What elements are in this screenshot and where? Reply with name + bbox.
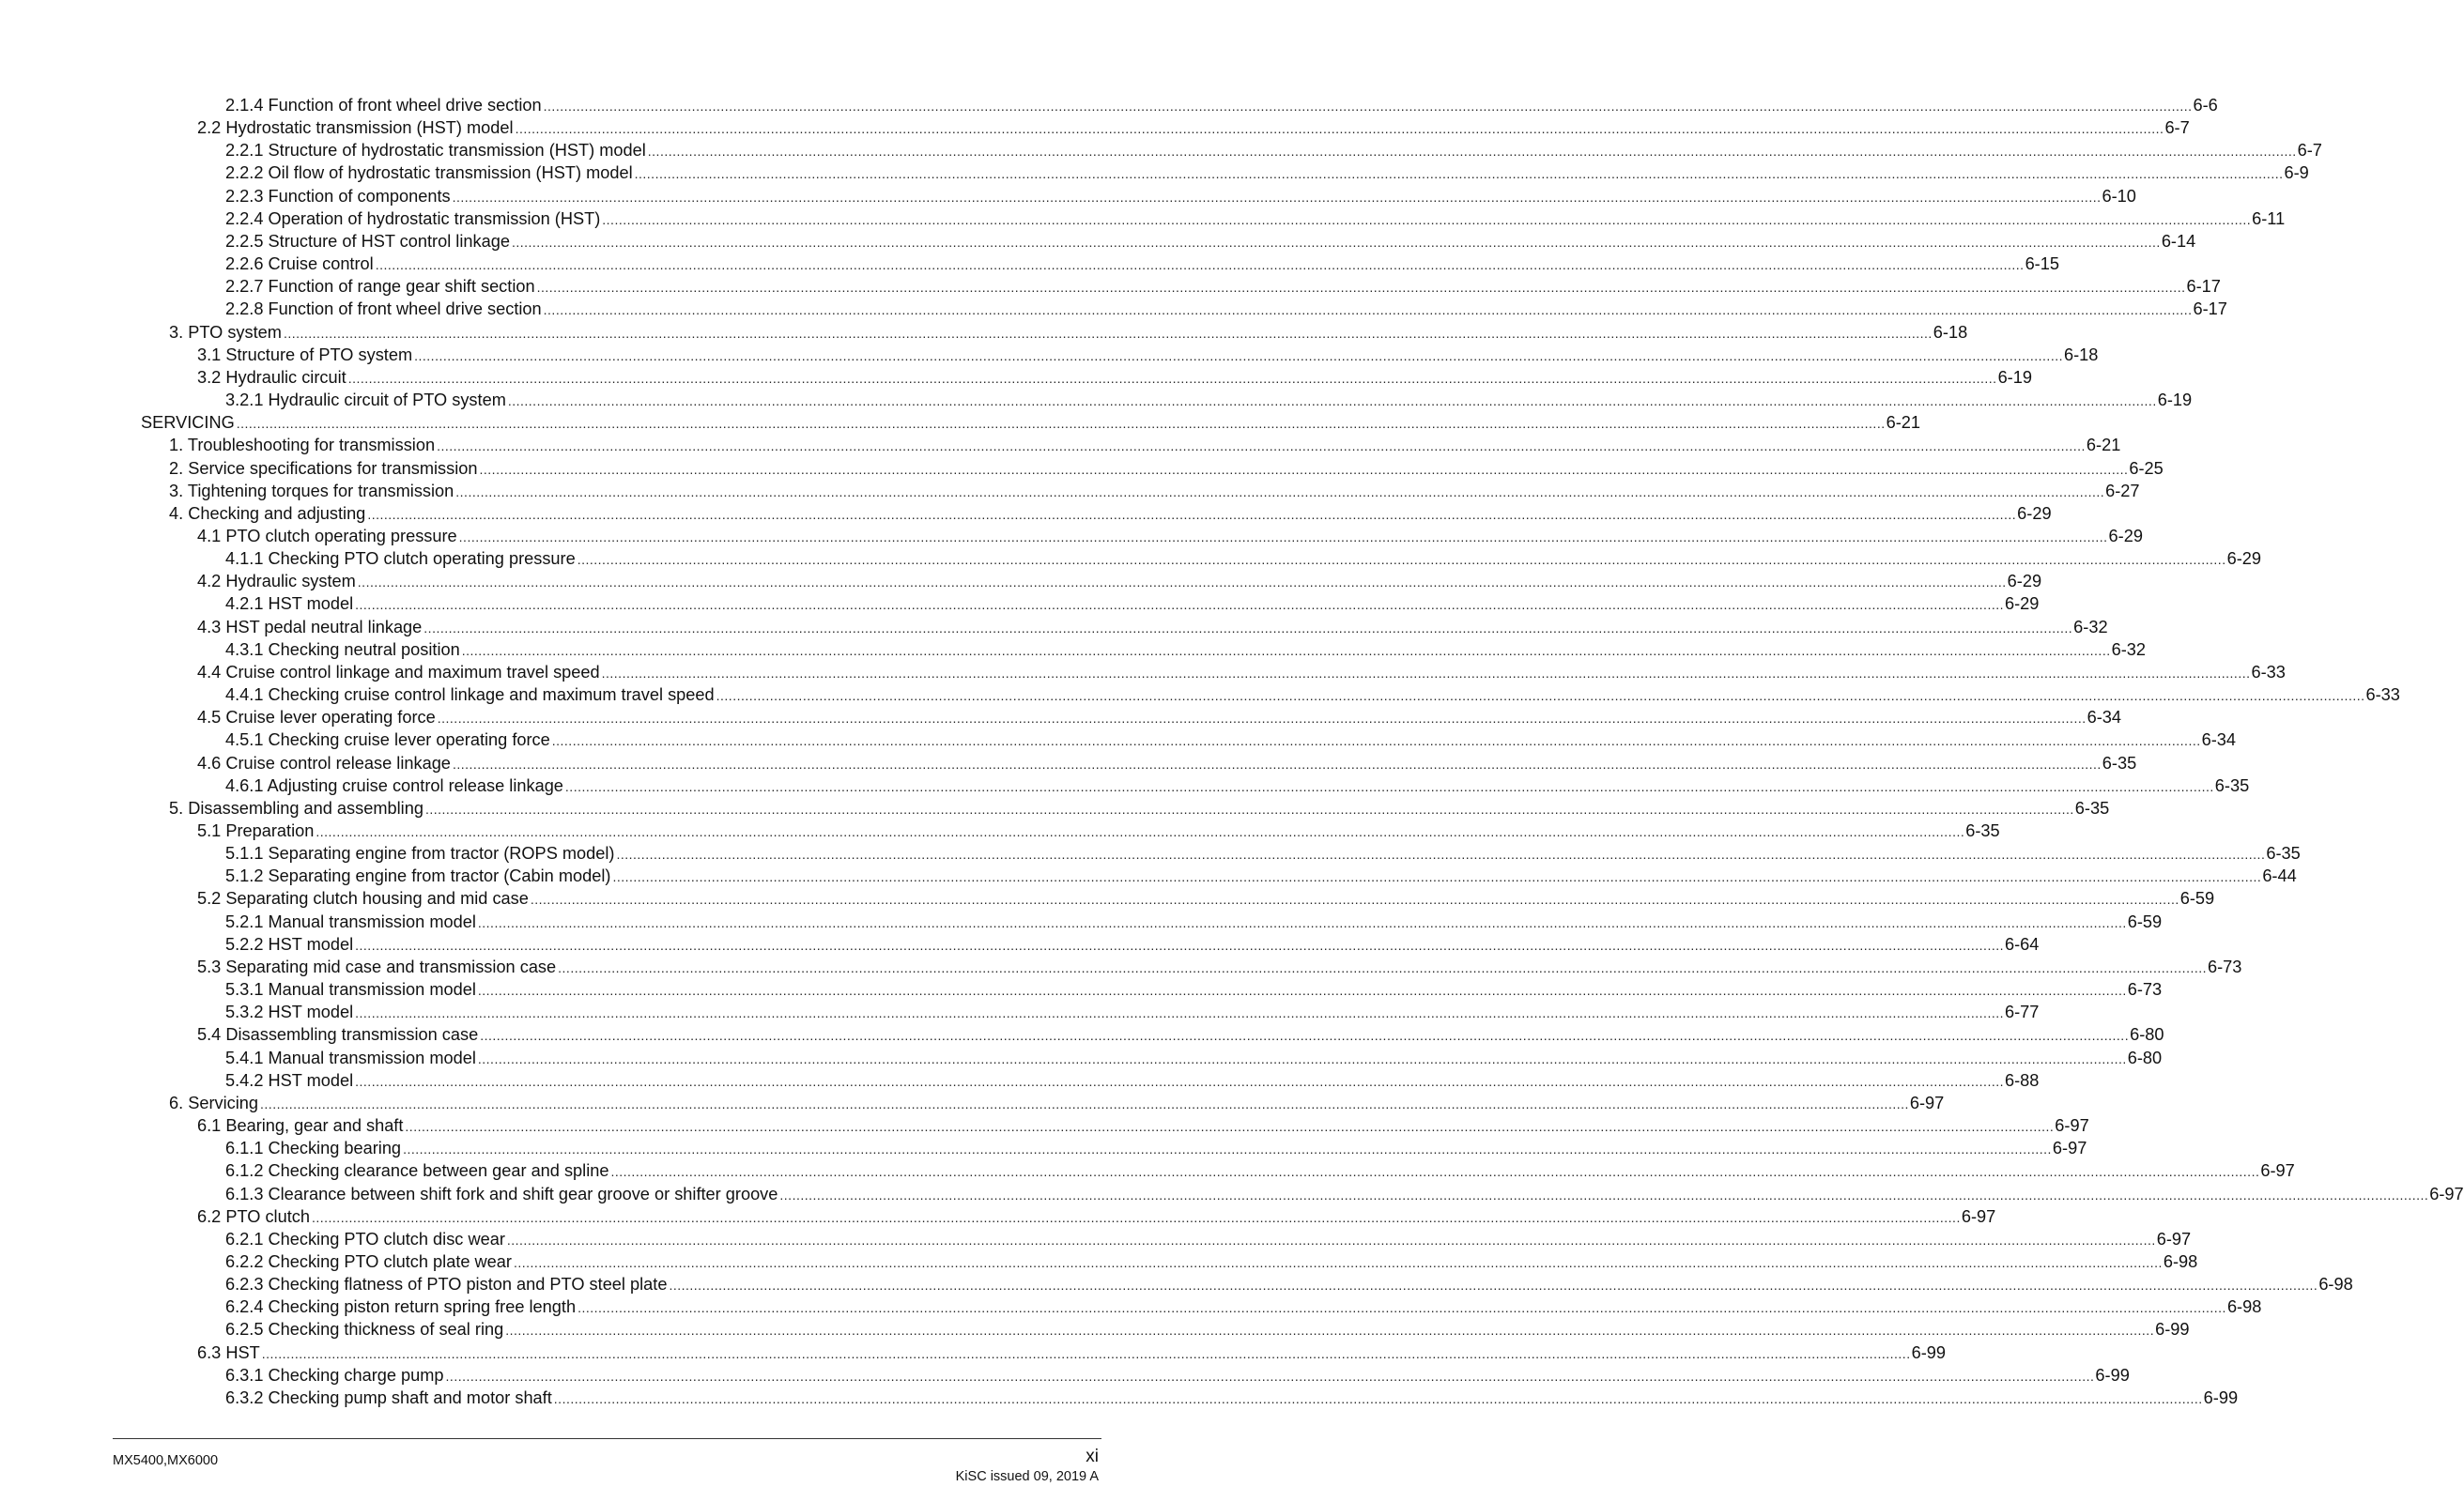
toc-entry-title: 4.4.1 Checking cruise control linkage and maximum travel speed (225, 685, 715, 705)
toc-leader-dots: ................................................................................................................................................................................................................................................................................................................................................................................................................ (347, 370, 1997, 386)
toc-entry-page: 6-35 (2074, 798, 2110, 818)
toc-entry[interactable] (0, 1364, 2130, 1387)
toc-entry-page: 6-64 (2005, 934, 2040, 954)
toc-entry[interactable] (0, 366, 2032, 389)
toc-entry-title: 3. Tightening torques for transmission (169, 481, 454, 500)
toc-entry[interactable] (0, 1114, 2089, 1137)
toc-leader-dots: ................................................................................................................................................................................................................................................................................................................................................................................................................ (601, 665, 2251, 681)
toc-entry-page: 6-29 (2007, 572, 2042, 591)
toc-entry-title: 5.3 Separating mid case and transmission case (197, 957, 557, 976)
toc-entry-page: 6-99 (2095, 1365, 2130, 1385)
toc-entry-title: 4. Checking and adjusting (169, 503, 366, 523)
toc-leader-dots: ................................................................................................................................................................................................................................................................................................................................................................................................................ (355, 937, 2004, 953)
toc-entry[interactable] (0, 752, 2137, 774)
toc-leader-dots: ................................................................................................................................................................................................................................................................................................................................................................................................................ (536, 280, 2186, 296)
table-of-contents (0, 94, 2464, 1409)
footer-models: MX5400,MX6000 (113, 1453, 219, 1468)
toc-entry[interactable] (0, 1092, 1945, 1114)
toc-entry[interactable] (0, 797, 2110, 820)
toc-entry-title: 5.3.1 Manual transmission model (225, 980, 476, 1000)
toc-entry[interactable] (0, 1137, 2087, 1159)
toc-entry[interactable] (0, 1228, 2192, 1250)
toc-entry-title: 6.2 PTO clutch (197, 1206, 310, 1226)
toc-entry-page: 6-59 (2127, 912, 2163, 931)
toc-entry-title: 4.2 Hydraulic system (197, 572, 356, 591)
toc-entry[interactable] (0, 480, 2140, 502)
toc-entry-title: 3.1 Structure of PTO system (197, 345, 413, 364)
toc-leader-dots: ................................................................................................................................................................................................................................................................................................................................................................................................................ (316, 824, 1965, 839)
toc-leader-dots: ................................................................................................................................................................................................................................................................................................................................................................................................................ (716, 688, 2365, 704)
toc-entry[interactable] (0, 230, 2196, 253)
toc-entry-title: 5. Disassembling and assembling (169, 798, 424, 818)
toc-leader-dots: ................................................................................................................................................................................................................................................................................................................................................................................................................ (355, 597, 2004, 613)
toc-entry[interactable] (0, 887, 2215, 910)
toc-entry-page: 6-11 (2252, 208, 2286, 228)
toc-entry[interactable] (0, 116, 2190, 139)
toc-entry-title: 4.1.1 Checking PTO clutch operating pressure (225, 549, 576, 569)
toc-leader-dots: ................................................................................................................................................................................................................................................................................................................................................................................................................ (564, 778, 2214, 794)
toc-entry-page: 6-29 (2005, 594, 2040, 614)
toc-entry-title: 4.5 Cruise lever operating force (197, 708, 436, 728)
toc-entry-page: 6-77 (2005, 1003, 2040, 1022)
toc-entry-page: 6-27 (2105, 481, 2140, 500)
toc-entry-page: 6-73 (2127, 980, 2163, 1000)
toc-entry-page: 6-97 (2055, 1116, 2089, 1136)
toc-leader-dots: ................................................................................................................................................................................................................................................................................................................................................................................................................ (551, 733, 2201, 749)
toc-entry-page: 6-34 (2201, 730, 2237, 750)
toc-leader-dots: ................................................................................................................................................................................................................................................................................................................................................................................................................ (511, 234, 2161, 250)
toc-leader-dots: ................................................................................................................................................................................................................................................................................................................................................................................................................ (311, 1209, 1961, 1225)
toc-entry-title: 6.2.4 Checking piston return spring free length (225, 1297, 577, 1317)
toc-entry[interactable] (0, 185, 2136, 207)
toc-entry-title: 5.2.1 Manual transmission model (225, 912, 476, 931)
toc-entry-title: 2.2 Hydrostatic transmission (HST) model (197, 118, 514, 138)
toc-entry-title: 3.2.1 Hydraulic circuit of PTO system (225, 391, 506, 410)
toc-entry[interactable] (0, 411, 1920, 434)
toc-entry-title: 1. Troubleshooting for transmission (169, 436, 436, 455)
toc-entry[interactable] (0, 207, 2286, 230)
toc-entry[interactable] (0, 139, 2322, 161)
toc-leader-dots: ................................................................................................................................................................................................................................................................................................................................................................................................................ (452, 189, 2102, 205)
toc-entry-page: 6-44 (2262, 866, 2297, 886)
toc-leader-dots: ................................................................................................................................................................................................................................................................................................................................................................................................................ (578, 1300, 2226, 1316)
toc-entry[interactable] (0, 1001, 2040, 1023)
footer-page-number: xi (1086, 1447, 1099, 1466)
toc-leader-dots: ................................................................................................................................................................................................................................................................................................................................................................................................................ (515, 121, 2164, 137)
toc-entry-page: 6-7 (2164, 118, 2190, 138)
toc-entry-page: 6-35 (1965, 821, 2000, 840)
toc-entry-page: 6-15 (2025, 254, 2059, 274)
toc-entry-page: 6-21 (1886, 413, 1920, 433)
toc-leader-dots: ................................................................................................................................................................................................................................................................................................................................................................................................................ (506, 1232, 2156, 1248)
toc-entry[interactable] (0, 592, 2040, 615)
toc-entry[interactable] (0, 298, 2227, 320)
toc-leader-dots: ................................................................................................................................................................................................................................................................................................................................................................................................................ (507, 393, 2157, 409)
toc-entry[interactable] (0, 502, 2052, 525)
toc-entry[interactable] (0, 956, 2242, 978)
toc-leader-dots: ................................................................................................................................................................................................................................................................................................................................................................................................................ (513, 1254, 2163, 1270)
toc-entry-title: 2.2.5 Structure of HST control linkage (225, 231, 510, 251)
toc-leader-dots: ................................................................................................................................................................................................................................................................................................................................................................................................................ (260, 1096, 1909, 1111)
toc-entry-page: 6-35 (2102, 753, 2137, 773)
toc-entry-title: SERVICING (141, 413, 235, 433)
toc-entry[interactable] (0, 570, 2042, 592)
toc-entry-page: 6-29 (2226, 549, 2261, 569)
toc-entry-page: 6-98 (2226, 1297, 2262, 1317)
toc-entry[interactable] (0, 321, 1968, 344)
toc-leader-dots: ................................................................................................................................................................................................................................................................................................................................................................................................................ (437, 711, 2087, 727)
toc-entry-title: 4.5.1 Checking cruise lever operating force (225, 730, 550, 750)
toc-leader-dots: ................................................................................................................................................................................................................................................................................................................................................................................................................ (543, 99, 2193, 114)
toc-entry-title: 5.4.2 HST model (225, 1070, 354, 1090)
toc-entry[interactable] (0, 344, 2099, 366)
toc-entry[interactable] (0, 774, 2250, 797)
toc-entry[interactable] (0, 911, 2163, 933)
toc-entry[interactable] (0, 978, 2163, 1001)
toc-leader-dots: ................................................................................................................................................................................................................................................................................................................................................................................................................ (610, 1164, 2260, 1180)
toc-leader-dots: ................................................................................................................................................................................................................................................................................................................................................................................................................ (779, 1187, 2429, 1203)
toc-entry[interactable] (0, 457, 2164, 480)
toc-entry-title: 6.1.3 Clearance between shift fork and shift gear groove or shifter groove (225, 1184, 778, 1203)
toc-entry[interactable] (0, 1341, 1946, 1364)
toc-entry-title: 2.2.2 Oil flow of hydrostatic transmission (HST) model (225, 163, 633, 183)
toc-entry-title: 2.2.3 Function of components (225, 186, 451, 206)
toc-entry-title: 5.4 Disassembling transmission case (197, 1025, 479, 1045)
footer-divider (113, 1438, 1101, 1439)
toc-entry-page: 6-32 (2111, 639, 2146, 659)
toc-entry-title: 6.2.5 Checking thickness of seal ring (225, 1320, 504, 1340)
toc-entry-page: 6-7 (2297, 141, 2322, 161)
toc-entry[interactable] (0, 638, 2146, 661)
toc-entry-title: 6.1 Bearing, gear and shaft (197, 1116, 404, 1136)
toc-entry-title: 6.2.1 Checking PTO clutch disc wear (225, 1229, 505, 1249)
toc-entry[interactable] (0, 842, 2301, 865)
toc-leader-dots: ................................................................................................................................................................................................................................................................................................................................................................................................................ (424, 620, 2073, 636)
toc-entry-page: 6-10 (2102, 186, 2136, 206)
toc-entry-page: 6-21 (2086, 436, 2121, 455)
toc-leader-dots: ................................................................................................................................................................................................................................................................................................................................................................................................................ (405, 1119, 2055, 1135)
toc-entry[interactable] (0, 547, 2261, 570)
toc-entry[interactable] (0, 1295, 2262, 1318)
toc-entry-page: 6-9 (2284, 163, 2309, 183)
toc-leader-dots: ................................................................................................................................................................................................................................................................................................................................................................................................................ (634, 166, 2284, 182)
toc-entry[interactable] (0, 253, 2059, 275)
toc-entry-page: 6-73 (2208, 957, 2242, 976)
toc-entry-page: 6-17 (2193, 299, 2227, 319)
toc-entry-page: 6-99 (1911, 1342, 1946, 1362)
toc-entry[interactable] (0, 933, 2040, 956)
toc-entry-page: 6-6 (2193, 96, 2218, 115)
toc-leader-dots: ................................................................................................................................................................................................................................................................................................................................................................................................................ (437, 438, 2086, 454)
toc-entry-title: 3.2 Hydraulic circuit (197, 367, 346, 387)
toc-entry[interactable] (0, 94, 2218, 116)
toc-entry-title: 2.2.7 Function of range gear shift section (225, 277, 535, 297)
toc-entry[interactable] (0, 728, 2237, 751)
toc-entry-title: 2.2.6 Cruise control (225, 254, 374, 274)
toc-entry[interactable] (0, 820, 2000, 842)
toc-leader-dots: ................................................................................................................................................................................................................................................................................................................................................................................................................ (558, 959, 2208, 975)
toc-entry-page: 6-99 (2155, 1320, 2190, 1340)
toc-entry[interactable] (0, 661, 2286, 683)
toc-entry[interactable] (0, 865, 2297, 887)
toc-entry-page: 6-35 (2266, 844, 2301, 864)
toc-leader-dots: ................................................................................................................................................................................................................................................................................................................................................................................................................ (543, 302, 2193, 318)
toc-entry[interactable] (0, 706, 2122, 728)
toc-entry[interactable] (0, 434, 2121, 456)
toc-entry[interactable] (0, 1273, 2353, 1295)
toc-leader-dots: ................................................................................................................................................................................................................................................................................................................................................................................................................ (357, 575, 2007, 590)
toc-leader-dots: ................................................................................................................................................................................................................................................................................................................................................................................................................ (403, 1142, 2052, 1157)
toc-leader-dots: ................................................................................................................................................................................................................................................................................................................................................................................................................ (669, 1278, 2318, 1294)
toc-leader-dots: ................................................................................................................................................................................................................................................................................................................................................................................................................ (461, 642, 2111, 658)
toc-entry-title: 6.3.2 Checking pump shaft and motor shaft (225, 1387, 552, 1407)
toc-entry-title: 6.1.1 Checking bearing (225, 1139, 402, 1158)
toc-entry-title: 2. Service specifications for transmission (169, 458, 478, 478)
toc-leader-dots: ................................................................................................................................................................................................................................................................................................................................................................................................................ (452, 756, 2102, 772)
toc-leader-dots: ................................................................................................................................................................................................................................................................................................................................................................................................................ (480, 1028, 2130, 1044)
toc-leader-dots: ................................................................................................................................................................................................................................................................................................................................................................................................................ (577, 552, 2226, 568)
toc-entry-title: 4.3.1 Checking neutral position (225, 639, 460, 659)
toc-entry[interactable] (0, 1023, 2164, 1046)
toc-entry-page: 6-18 (2063, 345, 2099, 364)
toc-leader-dots: ................................................................................................................................................................................................................................................................................................................................................................................................................ (375, 257, 2025, 273)
toc-leader-dots: ................................................................................................................................................................................................................................................................................................................................................................................................................ (355, 1073, 2004, 1089)
toc-leader-dots: ................................................................................................................................................................................................................................................................................................................................................................................................................ (647, 144, 2297, 160)
toc-entry-title: 2.1.4 Function of front wheel drive section (225, 96, 542, 115)
toc-entry-title: 2.2.8 Function of front wheel drive section (225, 299, 542, 319)
toc-entry-title: 2.2.1 Structure of hydrostatic transmission (HST) model (225, 141, 646, 161)
toc-entry[interactable] (0, 161, 2309, 184)
toc-entry[interactable] (0, 525, 2143, 547)
toc-entry-page: 6-97 (2052, 1139, 2087, 1158)
toc-entry-title: 6.1.2 Checking clearance between gear and spline (225, 1161, 609, 1181)
toc-entry-title: 5.4.1 Manual transmission model (225, 1048, 476, 1067)
toc-entry-page: 6-98 (2318, 1275, 2353, 1295)
toc-entry-title: 4.4 Cruise control linkage and maximum travel speed (197, 662, 600, 682)
toc-entry-page: 6-33 (2365, 685, 2400, 705)
toc-entry[interactable] (0, 1205, 1996, 1228)
toc-leader-dots: ................................................................................................................................................................................................................................................................................................................................................................................................................ (602, 211, 2252, 227)
toc-entry-title: 6.2.3 Checking flatness of PTO piston and PTO steel plate (225, 1275, 668, 1295)
toc-leader-dots: ................................................................................................................................................................................................................................................................................................................................................................................................................ (479, 461, 2129, 477)
toc-leader-dots: ................................................................................................................................................................................................................................................................................................................................................................................................................ (367, 506, 2017, 522)
toc-entry-page: 6-14 (2161, 231, 2196, 251)
toc-leader-dots: ................................................................................................................................................................................................................................................................................................................................................................................................................ (424, 801, 2074, 817)
toc-leader-dots: ................................................................................................................................................................................................................................................................................................................................................................................................................ (477, 914, 2127, 930)
toc-entry-page: 6-59 (2179, 889, 2215, 909)
toc-entry-page: 6-29 (2108, 526, 2143, 545)
toc-leader-dots: ................................................................................................................................................................................................................................................................................................................................................................................................................ (236, 416, 1886, 432)
toc-entry-title: 5.1 Preparation (197, 821, 315, 840)
toc-leader-dots: ................................................................................................................................................................................................................................................................................................................................................................................................................ (505, 1323, 2155, 1339)
toc-entry-title: 4.3 HST pedal neutral linkage (197, 617, 423, 636)
toc-entry-page: 6-32 (2073, 617, 2108, 636)
toc-entry-page: 6-97 (1961, 1206, 1996, 1226)
toc-entry-title: 4.6.1 Adjusting cruise control release linkage (225, 775, 563, 795)
toc-entry-title: 5.2 Separating clutch housing and mid case (197, 889, 529, 909)
toc-entry-title: 5.1.2 Separating engine from tractor (Cabin model) (225, 866, 611, 886)
toc-leader-dots: ................................................................................................................................................................................................................................................................................................................................................................................................................ (455, 483, 2105, 499)
toc-entry-title: 4.1 PTO clutch operating pressure (197, 526, 457, 545)
toc-entry-page: 6-29 (2017, 503, 2052, 523)
toc-entry-page: 6-97 (2156, 1229, 2192, 1249)
toc-entry-page: 6-35 (2214, 775, 2250, 795)
toc-leader-dots: ................................................................................................................................................................................................................................................................................................................................................................................................................ (477, 1050, 2127, 1066)
toc-entry[interactable] (0, 1069, 2040, 1092)
toc-entry[interactable] (0, 616, 2108, 638)
toc-entry-title: 2.2.4 Operation of hydrostatic transmission (HST) (225, 208, 601, 228)
toc-entry[interactable] (0, 683, 2400, 706)
toc-entry[interactable] (0, 1183, 2464, 1205)
toc-leader-dots: ................................................................................................................................................................................................................................................................................................................................................................................................................ (283, 325, 1933, 341)
toc-entry-page: 6-97 (1909, 1093, 1945, 1112)
toc-entry[interactable] (0, 1250, 2198, 1273)
footer-issued: KiSC issued 09, 2019 A (955, 1469, 1099, 1484)
toc-entry-title: 5.1.1 Separating engine from tractor (ROPS model) (225, 844, 615, 864)
toc-leader-dots: ................................................................................................................................................................................................................................................................................................................................................................................................................ (530, 892, 2179, 908)
toc-entry-page: 6-97 (2429, 1184, 2464, 1203)
toc-entry-page: 6-34 (2087, 708, 2122, 728)
toc-entry-page: 6-99 (2203, 1387, 2239, 1407)
toc-entry[interactable] (0, 275, 2221, 298)
toc-entry[interactable] (0, 1318, 2190, 1341)
toc-entry-title: 3. PTO system (169, 322, 282, 342)
toc-entry-title: 4.2.1 HST model (225, 594, 354, 614)
toc-entry-page: 6-33 (2251, 662, 2286, 682)
toc-entry-page: 6-80 (2130, 1025, 2164, 1045)
toc-leader-dots: ................................................................................................................................................................................................................................................................................................................................................................................................................ (445, 1368, 2095, 1384)
toc-entry-page: 6-88 (2005, 1070, 2040, 1090)
toc-leader-dots: ................................................................................................................................................................................................................................................................................................................................................................................................................ (355, 1005, 2004, 1021)
toc-entry-page: 6-19 (1997, 367, 2032, 387)
toc-leader-dots: ................................................................................................................................................................................................................................................................................................................................................................................................................ (616, 847, 2266, 863)
toc-entry-title: 6.3.1 Checking charge pump (225, 1365, 444, 1385)
toc-entry[interactable] (0, 1159, 2295, 1182)
toc-leader-dots: ................................................................................................................................................................................................................................................................................................................................................................................................................ (458, 529, 2108, 544)
toc-leader-dots: ................................................................................................................................................................................................................................................................................................................................................................................................................ (612, 869, 2262, 885)
toc-entry-title: 5.2.2 HST model (225, 934, 354, 954)
toc-leader-dots: ................................................................................................................................................................................................................................................................................................................................................................................................................ (553, 1390, 2203, 1406)
toc-entry-page: 6-18 (1933, 322, 1968, 342)
toc-entry-page: 6-80 (2127, 1048, 2163, 1067)
toc-entry-title: 6.2.2 Checking PTO clutch plate wear (225, 1251, 512, 1271)
toc-leader-dots: ................................................................................................................................................................................................................................................................................................................................................................................................................ (414, 347, 2063, 363)
toc-entry[interactable] (0, 389, 2193, 411)
toc-entry-page: 6-19 (2157, 391, 2193, 410)
toc-entry-page: 6-25 (2129, 458, 2164, 478)
toc-entry-page: 6-17 (2186, 277, 2221, 297)
toc-entry-title: 6.3 HST (197, 1342, 260, 1362)
toc-entry[interactable] (0, 1387, 2239, 1409)
toc-entry-page: 6-97 (2260, 1161, 2295, 1181)
toc-entry-title: 5.3.2 HST model (225, 1003, 354, 1022)
toc-entry-page: 6-98 (2163, 1251, 2198, 1271)
toc-leader-dots: ................................................................................................................................................................................................................................................................................................................................................................................................................ (261, 1345, 1911, 1361)
toc-entry-title: 6. Servicing (169, 1093, 259, 1112)
toc-entry[interactable] (0, 1047, 2163, 1069)
toc-leader-dots: ................................................................................................................................................................................................................................................................................................................................................................................................................ (477, 983, 2127, 999)
toc-entry-title: 4.6 Cruise control release linkage (197, 753, 451, 773)
